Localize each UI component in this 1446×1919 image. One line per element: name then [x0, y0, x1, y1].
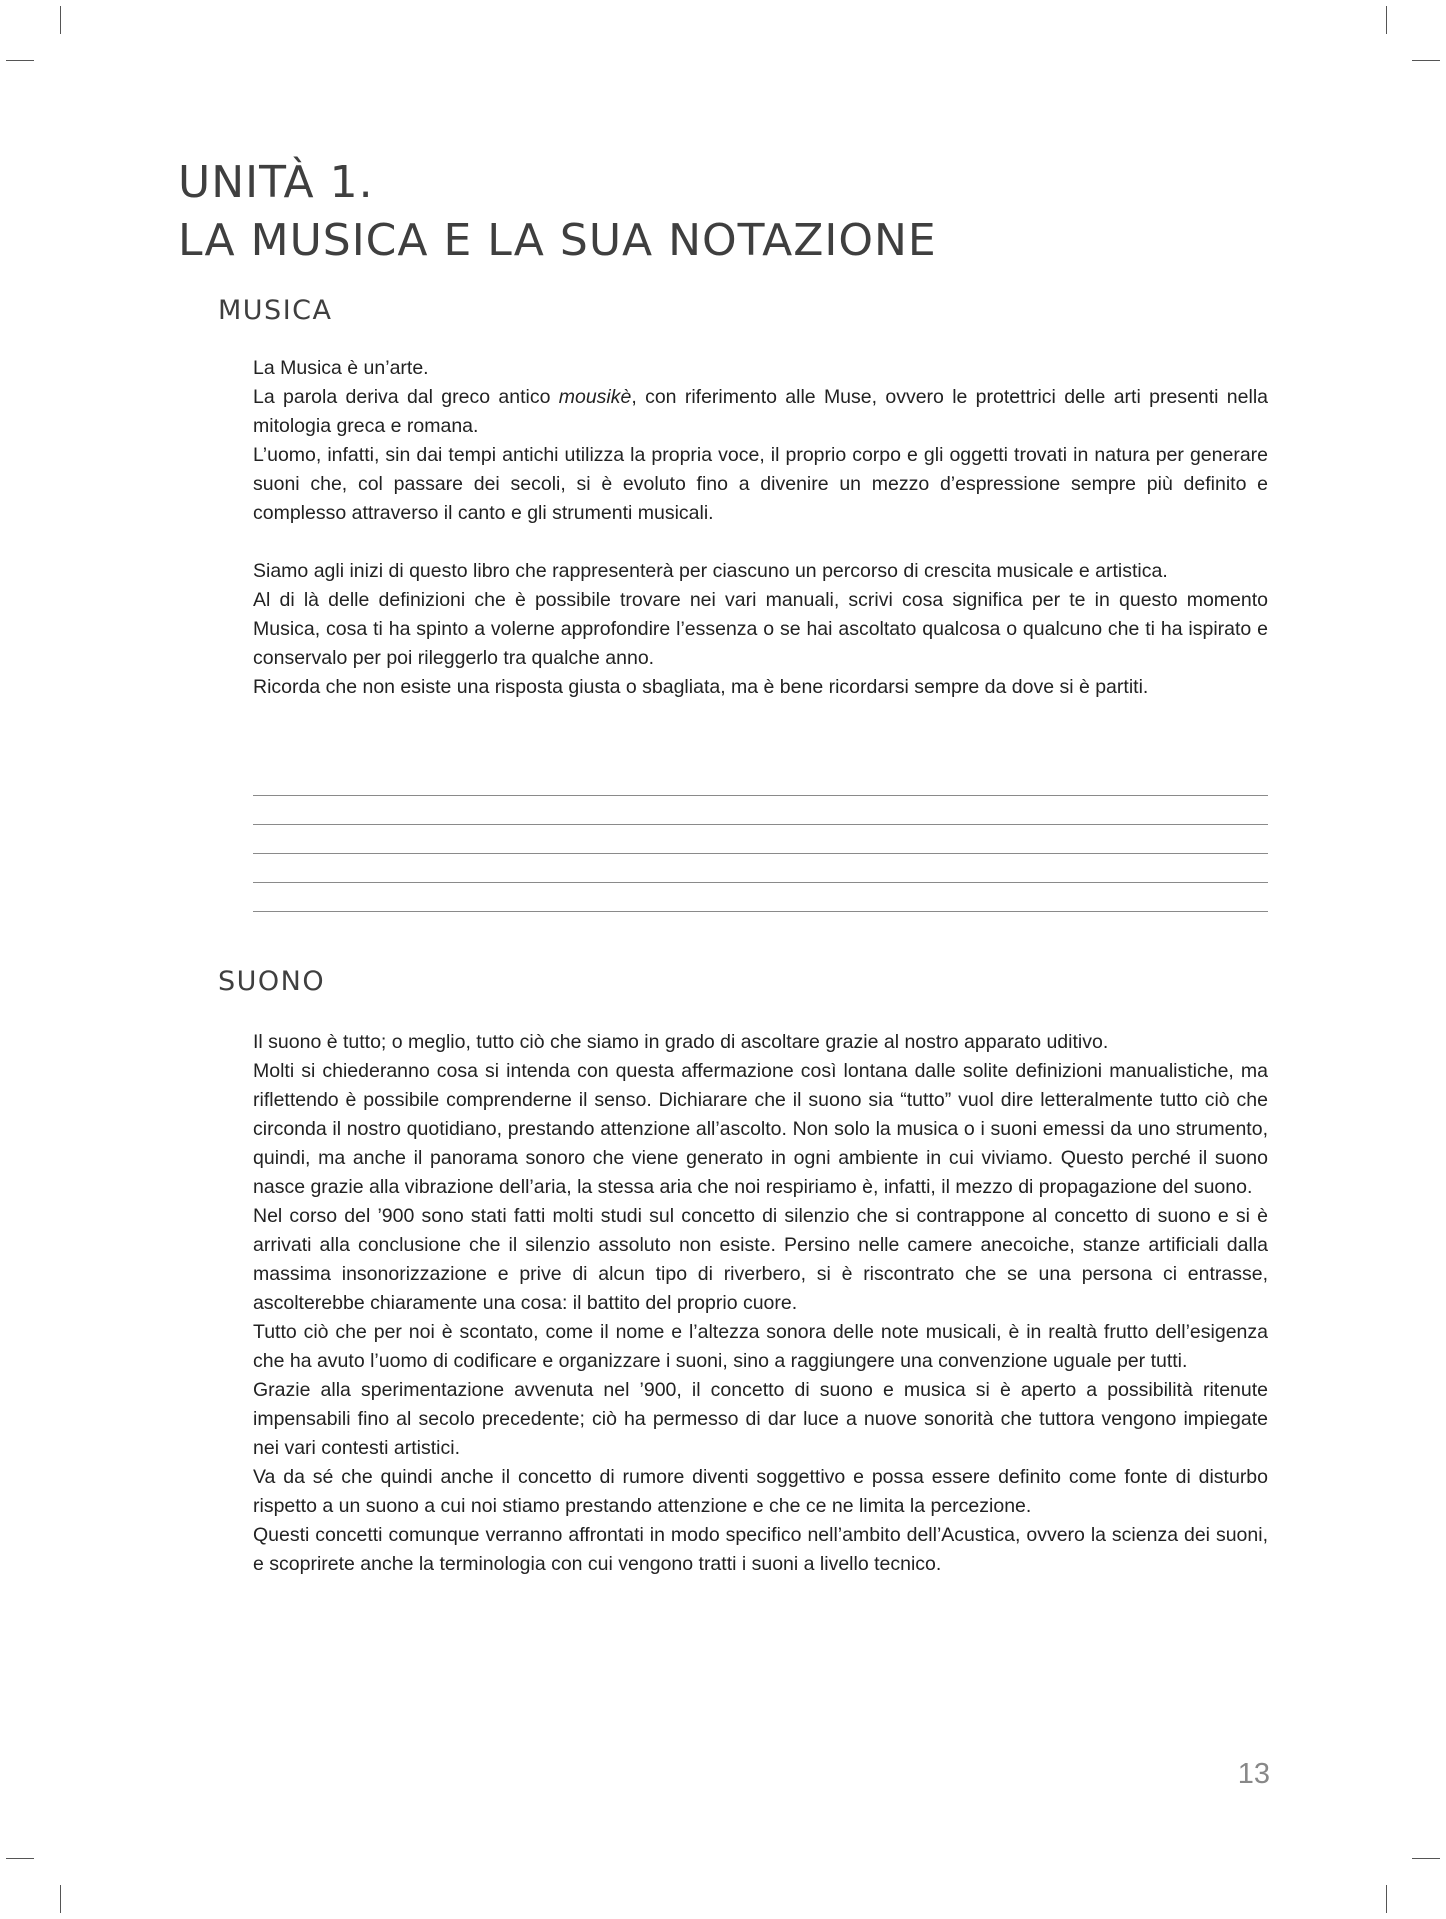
writing-line[interactable]: [253, 853, 1268, 854]
paragraph: L’uomo, infatti, sin dai tempi antichi utilizza la propria voce, il proprio corpo e gli oggetti trovati in natura per generare suoni che, col passare dei secoli, si è evoluto fino a divenire un mezzo d’espressione sempre più definito e complesso attraverso il canto e gli strumenti musicali.: [253, 444, 1268, 524]
paragraph: Il suono è tutto; o meglio, tutto ciò che siamo in grado di ascoltare grazie al nostro apparato uditivo.: [253, 1031, 1109, 1053]
paragraph: La parola deriva dal greco antico mousikè, con riferimento alle Muse, ovvero le protettrici delle arti presenti nella mitologia greca e romana.: [253, 386, 1268, 437]
paragraph: Questi concetti comunque verranno affrontati in modo specifico nell’ambito dell’Acustica, ovvero la scienza dei suoni, e scoprirete anche la terminologia con cui vengono tratti i suoni a livello tecnico.: [253, 1524, 1268, 1575]
crop-mark: [1386, 6, 1387, 34]
unit-title: [178, 154, 937, 270]
unit-number: UNITÀ 1.: [178, 157, 374, 208]
paragraph: Va da sé che quindi anche il concetto di rumore diventi soggettivo e possa essere definito come fonte di disturbo rispetto a un suono a cui noi stiamo prestando attenzione e che ce ne limita la percezione.: [253, 1466, 1268, 1517]
writing-line[interactable]: [253, 824, 1268, 825]
writing-lines[interactable]: [253, 795, 1268, 940]
crop-mark: [6, 60, 34, 61]
paragraph: Nel corso del ’900 sono stati fatti molti studi sul concetto di silenzio che si contrappone al concetto di suono e si è arrivati alla conclusione che il silenzio assoluto non esiste. Persino nelle camere anecoiche, stanze artificiali dalla massima insonorizzazione e prive di alcun tipo di riverbero, si è riscontrato che se una persona ci entrasse, ascolterebbe chiaramente una cosa: il battito del proprio cuore.: [253, 1205, 1268, 1314]
crop-mark: [1412, 60, 1440, 61]
paragraph: Molti si chiederanno cosa si intenda con questa affermazione così lontana dalle solite definizioni manualistiche, ma riflettendo è possibile comprenderne il senso. Dichiarare che il suono sia “tutto” vuol dire letteralmente tutto ciò che circonda il nostro quotidiano, prestando attenzione all’ascolto. Non solo la musica o i suoni emessi da uno strumento, quindi, ma anche il panorama sonoro che viene generato in ogni ambiente in cui viviamo. Questo perché il suono nasce grazie alla vibrazione dell’aria, la stessa aria che noi respiriamo è, infatti, il mezzo di propagazione del suono.: [253, 1060, 1268, 1198]
paragraph: Tutto ciò che per noi è scontato, come il nome e l’altezza sonora delle note musicali, è in realtà frutto dell’esigenza che ha avuto l’uomo di codificare e organizzare i suoni, sino a raggiungere una convenzione uguale per tutti.: [253, 1321, 1268, 1372]
crop-mark: [1412, 1858, 1440, 1859]
unit-subtitle: LA MUSICA E LA SUA NOTAZIONE: [178, 215, 937, 266]
suono-body: [253, 1028, 1268, 1579]
page-number: 13: [1237, 1758, 1270, 1790]
paragraph: La Musica è un’arte.: [253, 357, 429, 379]
paragraph: Siamo agli inizi di questo libro che rappresenterà per ciascuno un percorso di crescita musicale e artistica.: [253, 560, 1168, 582]
section-heading-suono: SUONO: [218, 966, 326, 997]
crop-mark: [60, 6, 61, 34]
crop-mark: [60, 1885, 61, 1913]
paragraph: Grazie alla sperimentazione avvenuta nel ’900, il concetto di suono e musica si è aperto a possibilità ritenute impensabili fino al secolo precedente; ciò ha permesso di dar luce a nuove sonorità che tuttora vengono impiegate nei vari contesti artistici.: [253, 1379, 1268, 1459]
section-heading-musica: MUSICA: [218, 295, 333, 326]
paragraph: Al di là delle definizioni che è possibile trovare nei vari manuali, scrivi cosa significa per te in questo momento Musica, cosa ti ha spinto a volerne approfondire l’essenza o se hai ascoltato qualcosa o qualcuno che ti ha ispirato e conservalo per poi rileggerlo tra qualche anno.: [253, 589, 1268, 669]
writing-line[interactable]: [253, 795, 1268, 796]
writing-line[interactable]: [253, 882, 1268, 883]
crop-mark: [6, 1858, 34, 1859]
musica-body: [253, 354, 1268, 702]
paragraph: Ricorda che non esiste una risposta giusta o sbagliata, ma è bene ricordarsi sempre da dove si è partiti.: [253, 676, 1149, 698]
crop-mark: [1386, 1885, 1387, 1913]
writing-line[interactable]: [253, 911, 1268, 912]
greek-term: mousikè: [558, 386, 632, 408]
